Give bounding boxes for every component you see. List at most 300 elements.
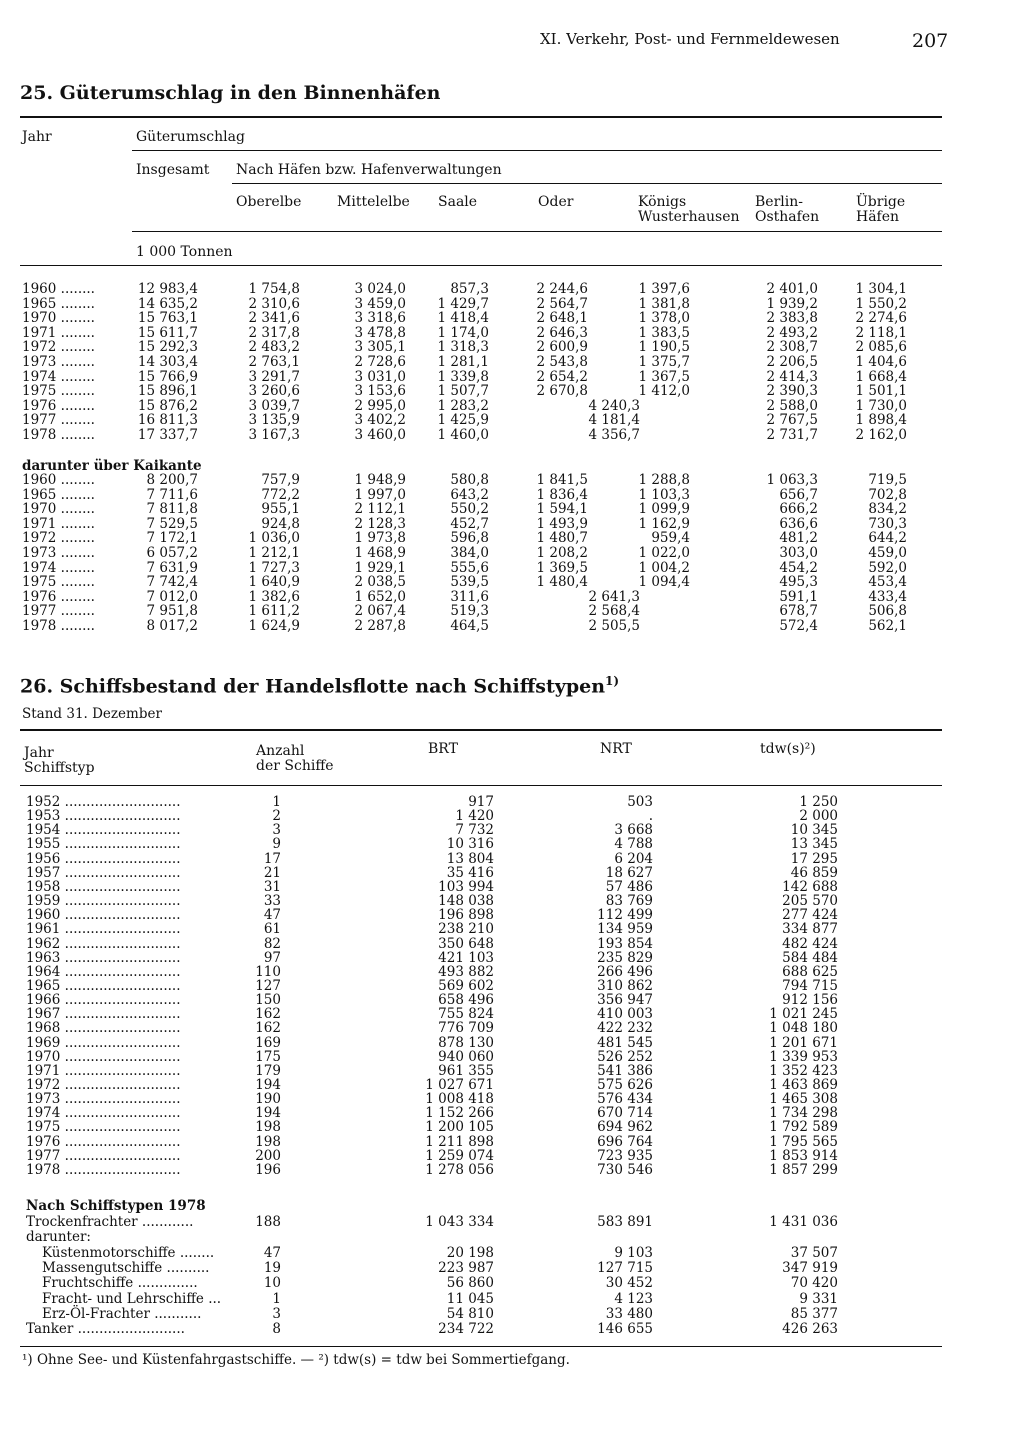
value-cell: 13 345 <box>790 836 838 853</box>
value-cell: 576 434 <box>597 1091 653 1108</box>
value-cell: 1 352 423 <box>769 1062 838 1079</box>
value-cell: 421 103 <box>438 949 494 966</box>
footnote: ¹) Ohne See- und Küstenfahrgastschiffe. — ²) tdw(s) = tdw bei Sommertiefgang. <box>22 1352 570 1368</box>
value-cell: 14 635,2 <box>137 295 198 312</box>
value-cell: 955,1 <box>261 501 300 518</box>
value-cell: 8 <box>272 1321 281 1338</box>
value-cell: 193 854 <box>597 935 653 952</box>
value-cell: 3 305,1 <box>354 339 406 356</box>
row-year: 1978 ........ <box>22 427 95 443</box>
value-cell: 235 829 <box>597 949 653 966</box>
value-cell: 555,6 <box>450 559 489 576</box>
value-cell: 198 <box>255 1133 281 1150</box>
value-cell-oder-koenigs-wusterhausen: 4 356,7 <box>588 427 640 443</box>
value-cell: 3 478,8 <box>354 324 406 341</box>
value-cell: 169 <box>255 1034 281 1051</box>
value-cell: 1 094,4 <box>638 574 690 591</box>
row-label: Erz-Öl-Frachter ........... <box>42 1305 202 1322</box>
row-year: 1972 ........ <box>22 530 95 547</box>
value-cell: 1 792 589 <box>769 1119 838 1136</box>
value-cell: 127 <box>255 977 281 994</box>
value-cell: 16 811,3 <box>137 412 198 429</box>
value-cell: 481,2 <box>779 530 818 547</box>
row-label: 1972 ........................... <box>26 1077 181 1093</box>
value-cell: 266 496 <box>597 963 653 980</box>
value-cell: 452,7 <box>450 515 489 532</box>
value-cell: 1 727,3 <box>248 559 300 576</box>
value-cell: 31 <box>263 878 281 895</box>
value-cell: 1 754,8 <box>248 281 300 297</box>
harbor-column-header: Königs Wusterhausen <box>638 194 740 225</box>
value-cell: 134 959 <box>597 921 653 938</box>
t25-sub-label: darunter über Kaikante <box>22 458 202 474</box>
value-cell: 3 291,7 <box>248 368 300 385</box>
row-year: 1975 ........ <box>22 383 95 400</box>
value-cell: 127 715 <box>597 1259 653 1276</box>
table-26-title-footnote-ref: 1) <box>605 674 620 688</box>
value-cell: 592,0 <box>868 559 907 576</box>
value-cell: 15 611,7 <box>137 324 198 341</box>
table-row <box>0 1215 1024 1230</box>
value-cell: 14 303,4 <box>137 354 198 370</box>
value-cell: 1 283,2 <box>437 397 489 414</box>
value-cell: 20 198 <box>446 1244 494 1261</box>
value-cell: 1 200 105 <box>425 1119 494 1136</box>
value-cell: 1 841,5 <box>536 472 588 488</box>
value-cell: 1 853 914 <box>769 1147 838 1164</box>
value-cell: 146 655 <box>597 1321 653 1338</box>
value-cell: 2 646,3 <box>536 324 588 341</box>
value-cell: 2 648,1 <box>536 310 588 327</box>
value-cell: 569 602 <box>438 977 494 994</box>
value-cell: 198 <box>255 1119 281 1136</box>
value-cell: 3 318,6 <box>354 310 406 327</box>
value-cell: 2 112,1 <box>354 501 406 518</box>
harbor-column-header: Berlin- Osthafen <box>755 194 820 225</box>
value-cell: 1 997,0 <box>354 486 406 503</box>
row-label: 1977 ........................... <box>26 1147 181 1164</box>
row-year: 1974 ........ <box>22 559 95 576</box>
value-cell: 277 424 <box>782 907 838 924</box>
row-label: 1963 ........................... <box>26 949 181 966</box>
table-row <box>0 1261 1024 1276</box>
value-cell: 1 174,0 <box>437 324 489 341</box>
value-cell: 2 162,0 <box>855 427 907 443</box>
value-cell: 7 742,4 <box>146 574 198 591</box>
row-label: 1965 ........................... <box>26 977 181 994</box>
row-year: 1974 ........ <box>22 368 95 385</box>
value-cell: 1 369,5 <box>536 559 588 576</box>
value-cell: 15 876,2 <box>137 397 198 414</box>
row-label: 1968 ........................... <box>26 1020 181 1037</box>
value-cell: 1 043 334 <box>425 1214 494 1230</box>
table-row <box>0 1307 1024 1322</box>
value-cell: 2 128,3 <box>354 515 406 532</box>
value-cell: 2 728,6 <box>354 354 406 370</box>
value-cell: 2 038,5 <box>354 574 406 591</box>
row-label: 1970 ........................... <box>26 1048 181 1065</box>
value-cell: 666,2 <box>779 501 818 518</box>
value-cell: 1 367,5 <box>638 368 690 385</box>
table-26-title-text: 26. Schiffsbestand der Handelsflotte nach Schiffstypen <box>20 675 606 698</box>
value-cell: 636,6 <box>779 515 818 532</box>
value-cell: 2 414,3 <box>766 368 818 385</box>
t25-header-gueterumschlag: Güterumschlag <box>136 129 245 145</box>
value-cell: 1 973,8 <box>354 530 406 547</box>
row-label: darunter: <box>26 1229 91 1246</box>
row-year: 1960 ........ <box>22 472 95 488</box>
value-cell: 1 420 <box>455 808 494 825</box>
page-number: 207 <box>912 30 949 52</box>
row-year: 1975 ........ <box>22 574 95 591</box>
t26-header-anzahl: Anzahl der Schiffe <box>256 743 334 774</box>
value-cell: 9 <box>272 836 281 853</box>
value-cell: 1 939,2 <box>766 295 818 312</box>
value-cell: 643,2 <box>450 486 489 503</box>
value-cell: 961 355 <box>438 1062 494 1079</box>
value-cell: 2 000 <box>799 808 838 825</box>
value-cell: 2 341,6 <box>248 310 300 327</box>
value-cell: 9 103 <box>614 1244 653 1261</box>
value-cell: 6 204 <box>614 850 653 867</box>
value-cell: 1 048 180 <box>769 1020 838 1037</box>
row-label: 1961 ........................... <box>26 921 181 938</box>
table-row <box>0 355 1024 370</box>
value-cell: 1 465 308 <box>769 1091 838 1108</box>
value-cell: 454,2 <box>779 559 818 576</box>
value-cell: 384,0 <box>450 545 489 561</box>
row-label: 1957 ........................... <box>26 864 181 881</box>
row-label: 1955 ........................... <box>26 836 181 853</box>
value-cell: 1 611,2 <box>248 603 300 620</box>
row-label: 1960 ........................... <box>26 907 181 924</box>
value-cell: 18 627 <box>605 864 653 881</box>
value-cell: 15 292,3 <box>137 339 198 356</box>
value-cell: 15 763,1 <box>137 310 198 327</box>
value-cell: 757,9 <box>261 472 300 488</box>
t25-header-nach-haefen: Nach Häfen bzw. Hafenverwaltungen <box>236 162 502 178</box>
value-cell: 1 281,1 <box>437 354 489 370</box>
value-cell: 1 418,4 <box>437 310 489 327</box>
value-cell: 21 <box>263 864 281 881</box>
value-cell: 37 507 <box>790 1244 838 1261</box>
value-cell: 356 947 <box>597 992 653 1009</box>
value-cell: 7 172,1 <box>146 530 198 547</box>
value-cell: 57 486 <box>605 878 653 895</box>
value-cell: 33 480 <box>605 1305 653 1322</box>
value-cell-oder-koenigs-wusterhausen: 2 505,5 <box>588 618 640 634</box>
value-cell: 3 031,0 <box>354 368 406 385</box>
value-cell: 2 067,4 <box>354 603 406 620</box>
value-cell: 2 670,8 <box>536 383 588 400</box>
value-cell: 150 <box>255 992 281 1009</box>
value-cell: 4 123 <box>614 1290 653 1307</box>
value-cell: 2 600,9 <box>536 339 588 356</box>
table-row <box>0 1276 1024 1291</box>
value-cell: 1 250 <box>799 794 838 810</box>
value-cell: 1 948,9 <box>354 472 406 488</box>
row-year: 1972 ........ <box>22 339 95 356</box>
value-cell: 223 987 <box>438 1259 494 1276</box>
value-cell: 410 003 <box>597 1006 653 1023</box>
value-cell: 2 763,1 <box>248 354 300 370</box>
value-cell: 1 027 671 <box>425 1077 494 1093</box>
table-row <box>0 619 1024 634</box>
value-cell: 10 345 <box>790 822 838 839</box>
value-cell: 10 <box>263 1275 281 1292</box>
value-cell: 33 <box>263 893 281 910</box>
value-cell: 1 397,6 <box>638 281 690 297</box>
value-cell: 464,5 <box>450 618 489 634</box>
value-cell: 3 <box>272 1305 281 1322</box>
value-cell: 1 162,9 <box>638 515 690 532</box>
row-label: Tanker ......................... <box>26 1321 185 1338</box>
value-cell: 562,1 <box>868 618 907 634</box>
value-cell: 1 460,0 <box>437 427 489 443</box>
value-cell-oder-koenigs-wusterhausen: 2 568,4 <box>588 603 640 620</box>
value-cell: 3 460,0 <box>354 427 406 443</box>
row-label: 1953 ........................... <box>26 808 181 825</box>
value-cell: 1 201 671 <box>769 1034 838 1051</box>
value-cell: 19 <box>263 1259 281 1276</box>
value-cell: 482 424 <box>782 935 838 952</box>
value-cell: 1 022,0 <box>638 545 690 561</box>
table-25-top-rule <box>20 116 942 118</box>
value-cell: 47 <box>263 907 281 924</box>
value-cell: 3 402,2 <box>354 412 406 429</box>
value-cell: 1 468,9 <box>354 545 406 561</box>
value-cell-oder-koenigs-wusterhausen: 4 181,4 <box>588 412 640 429</box>
value-cell: 2 383,8 <box>766 310 818 327</box>
table-26-title <box>20 674 619 697</box>
value-cell: 730,3 <box>868 515 907 532</box>
value-cell: 148 038 <box>438 893 494 910</box>
value-cell: 175 <box>255 1048 281 1065</box>
value-cell: 678,7 <box>779 603 818 620</box>
row-label: 1966 ........................... <box>26 992 181 1009</box>
table-row <box>0 384 1024 399</box>
value-cell: 924,8 <box>261 515 300 532</box>
value-cell: 194 <box>255 1105 281 1122</box>
value-cell: 2 118,1 <box>855 324 907 341</box>
value-cell: 541 386 <box>597 1062 653 1079</box>
value-cell: 794 715 <box>782 977 838 994</box>
row-label: Trockenfrachter ............ <box>26 1214 194 1230</box>
value-cell: 2 564,7 <box>536 295 588 312</box>
table-row <box>0 1246 1024 1261</box>
value-cell: 142 688 <box>782 878 838 895</box>
harbor-column-header: Mittelelbe <box>337 194 410 210</box>
value-cell: 2 493,2 <box>766 324 818 341</box>
value-cell: 3 260,6 <box>248 383 300 400</box>
value-cell: 8 200,7 <box>146 472 198 488</box>
value-cell: 1 594,1 <box>536 501 588 518</box>
value-cell: 2 731,7 <box>766 427 818 443</box>
value-cell: 1 063,3 <box>766 472 818 488</box>
value-cell: 857,3 <box>450 281 489 297</box>
value-cell: 696 764 <box>597 1133 653 1150</box>
value-cell: 519,3 <box>450 603 489 620</box>
value-cell: 3 167,3 <box>248 427 300 443</box>
value-cell: 1 318,3 <box>437 339 489 356</box>
value-cell: 2 308,7 <box>766 339 818 356</box>
value-cell: 453,4 <box>868 574 907 591</box>
value-cell: 1 668,4 <box>855 368 907 385</box>
value-cell: 83 769 <box>605 893 653 910</box>
row-label: 1976 ........................... <box>26 1133 181 1150</box>
value-cell: 2 483,2 <box>248 339 300 356</box>
value-cell: 495,3 <box>779 574 818 591</box>
row-label: Fracht- und Lehrschiffe ... <box>42 1290 222 1307</box>
table-row <box>0 546 1024 561</box>
value-cell: 433,4 <box>868 588 907 605</box>
t26-header-nrt: NRT <box>600 741 632 757</box>
value-cell: 1 381,8 <box>638 295 690 312</box>
value-cell: 15 896,1 <box>137 383 198 400</box>
value-cell: 459,0 <box>868 545 907 561</box>
value-cell: 1 008 418 <box>425 1091 494 1108</box>
value-cell: 196 <box>255 1161 281 1178</box>
value-cell: 7 811,8 <box>146 501 198 518</box>
value-cell: 1 378,0 <box>638 310 690 327</box>
value-cell: 2 317,8 <box>248 324 300 341</box>
value-cell: 1 857 299 <box>769 1161 838 1178</box>
value-cell: 481 545 <box>597 1034 653 1051</box>
row-year: 1978 ........ <box>22 618 95 634</box>
value-cell: 596,8 <box>450 530 489 547</box>
value-cell: 238 210 <box>438 921 494 938</box>
value-cell: 644,2 <box>868 530 907 547</box>
value-cell: 2 543,8 <box>536 354 588 370</box>
value-cell: 1 404,6 <box>855 354 907 370</box>
value-cell: 162 <box>255 1006 281 1023</box>
row-year: 1970 ........ <box>22 501 95 518</box>
value-cell: 912 156 <box>782 992 838 1009</box>
value-cell: 776 709 <box>438 1020 494 1037</box>
value-cell: 234 722 <box>438 1321 494 1338</box>
row-year: 1965 ........ <box>22 486 95 503</box>
value-cell: 583 891 <box>597 1214 653 1230</box>
value-cell: 1 <box>272 1290 281 1307</box>
value-cell: 1 507,7 <box>437 383 489 400</box>
value-cell: 834,2 <box>868 501 907 518</box>
t26-stand: Stand 31. Dezember <box>22 706 162 722</box>
value-cell: 56 860 <box>446 1275 494 1292</box>
row-label: 1958 ........................... <box>26 878 181 895</box>
t25-header-rule-2 <box>232 183 942 184</box>
value-cell: 7 631,9 <box>146 559 198 576</box>
value-cell: 85 377 <box>790 1305 838 1322</box>
running-header: XI. Verkehr, Post- und Fernmeldewesen <box>540 30 840 48</box>
value-cell: 3 459,0 <box>354 295 406 312</box>
t25-header-rule-1 <box>132 150 942 151</box>
harbor-column-header: Oder <box>538 194 574 210</box>
value-cell: 1 021 245 <box>769 1006 838 1023</box>
value-cell: 1 208,2 <box>536 545 588 561</box>
row-year: 1970 ........ <box>22 310 95 327</box>
table-row <box>0 1230 1024 1245</box>
value-cell: 9 331 <box>799 1290 838 1307</box>
value-cell: 70 420 <box>790 1275 838 1292</box>
value-cell: 719,5 <box>868 472 907 488</box>
t26-header-brt: BRT <box>428 741 458 757</box>
value-cell: 2 995,0 <box>354 397 406 414</box>
value-cell: 3 135,9 <box>248 412 300 429</box>
value-cell-oder-koenigs-wusterhausen: 2 641,3 <box>588 588 640 605</box>
value-cell: 103 994 <box>438 878 494 895</box>
value-cell: 2 085,6 <box>855 339 907 356</box>
value-cell: 506,8 <box>868 603 907 620</box>
value-cell: 7 732 <box>455 822 494 839</box>
value-cell: 1 463 869 <box>769 1077 838 1093</box>
row-year: 1973 ........ <box>22 545 95 561</box>
value-cell: 179 <box>255 1062 281 1079</box>
value-cell: 2 654,2 <box>536 368 588 385</box>
value-cell: 702,8 <box>868 486 907 503</box>
value-cell: 1 099,9 <box>638 501 690 518</box>
value-cell: 1 624,9 <box>248 618 300 634</box>
value-cell: 1 103,3 <box>638 486 690 503</box>
value-cell: 110 <box>255 963 281 980</box>
row-label: 1975 ........................... <box>26 1119 181 1136</box>
value-cell: 8 017,2 <box>146 618 198 634</box>
row-label: Massengutschiffe .......... <box>42 1259 210 1276</box>
value-cell: 422 232 <box>597 1020 653 1037</box>
value-cell: 82 <box>263 935 281 952</box>
value-cell: 1 259 074 <box>425 1147 494 1164</box>
value-cell: 503 <box>627 794 653 810</box>
row-year: 1973 ........ <box>22 354 95 370</box>
harbor-column-header: Oberelbe <box>236 194 302 210</box>
value-cell: 1 640,9 <box>248 574 300 591</box>
value-cell: 1 288,8 <box>638 472 690 488</box>
value-cell: 493 882 <box>438 963 494 980</box>
value-cell: 426 263 <box>782 1321 838 1338</box>
value-cell: 526 252 <box>597 1048 653 1065</box>
row-label: Küstenmotorschiffe ........ <box>42 1244 215 1261</box>
table-row <box>0 473 1024 488</box>
value-cell: 303,0 <box>779 545 818 561</box>
value-cell: 3 039,7 <box>248 397 300 414</box>
value-cell: 347 919 <box>782 1259 838 1276</box>
value-cell: 1 480,4 <box>536 574 588 591</box>
value-cell: 723 935 <box>597 1147 653 1164</box>
value-cell: 1 836,4 <box>536 486 588 503</box>
t26-header-rule <box>20 785 942 786</box>
t25-unit: 1 000 Tonnen <box>136 244 233 260</box>
value-cell: 1 382,6 <box>248 588 300 605</box>
value-cell: 1 929,1 <box>354 559 406 576</box>
value-cell: 1 898,4 <box>855 412 907 429</box>
row-label: 1969 ........................... <box>26 1034 181 1051</box>
row-year: 1977 ........ <box>22 412 95 429</box>
t25-header-rule-3 <box>132 231 942 232</box>
table-row <box>0 1322 1024 1337</box>
value-cell: 730 546 <box>597 1161 653 1178</box>
value-cell: 3 <box>272 822 281 839</box>
value-cell: 47 <box>263 1244 281 1261</box>
row-label: 1967 ........................... <box>26 1006 181 1023</box>
value-cell: 1 480,7 <box>536 530 588 547</box>
table-26-top-rule <box>20 729 942 731</box>
row-label: 1974 ........................... <box>26 1105 181 1122</box>
value-cell: 194 <box>255 1077 281 1093</box>
harbor-column-header: Saale <box>438 194 478 210</box>
value-cell: 1 550,2 <box>855 295 907 312</box>
value-cell: 1 <box>272 794 281 810</box>
row-label: 1964 ........................... <box>26 963 181 980</box>
value-cell: 658 496 <box>438 992 494 1009</box>
